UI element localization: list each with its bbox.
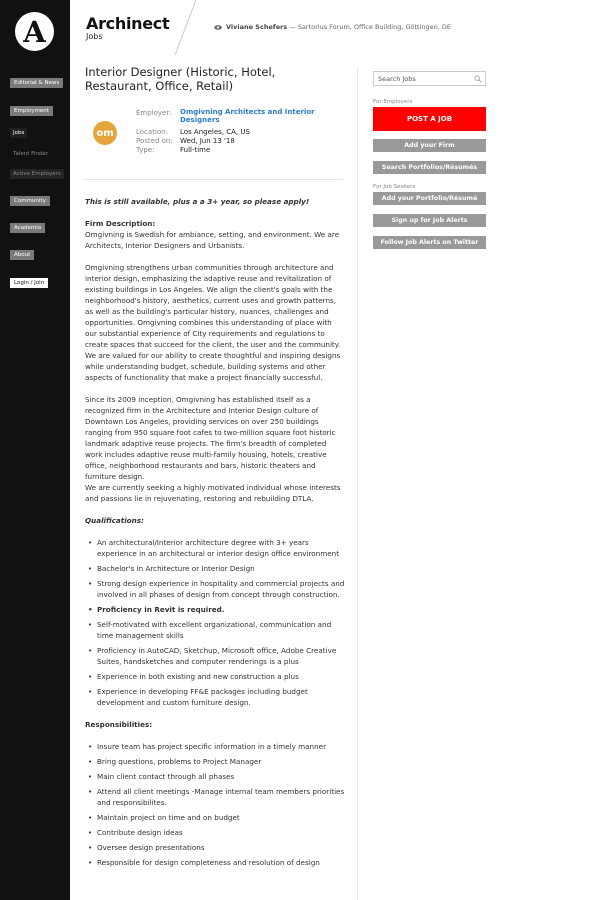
company-logo[interactable]: om: [93, 121, 117, 145]
add-portfolio-button[interactable]: Add your Portfolio/Résumé: [373, 192, 486, 205]
job-listing: [85, 66, 345, 879]
add-firm-button[interactable]: Add your Firm: [373, 139, 486, 152]
posted-label: Posted on:: [136, 137, 173, 146]
nav-active-employers[interactable]: Active Employers: [10, 169, 64, 179]
nav-editorial-news[interactable]: Editorial & News: [10, 78, 63, 88]
list-item: • Maintain project on time and on budget: [85, 812, 345, 823]
list-item: • Contribute design ideas: [85, 827, 345, 838]
login-join-button[interactable]: Login / Join: [10, 278, 48, 288]
for-job-seekers-label: For Job Seekers: [373, 184, 416, 190]
featured-user-detail: — Sartorius Forum, Office Building, Göttingen, DE: [287, 23, 451, 31]
list-item: • Proficiency in AutoCAD, Sketchup, Microsoft office, Adobe Creative Suites, handsketches and computer renderings is a plus: [85, 645, 345, 667]
list-item: • Responsible for design completeness and resolution of design: [85, 857, 345, 868]
firm-paragraph: Omgivning is Swedish for ambiance, setting, and environment. We are Architects, Interior Designers and Urbanists.: [85, 230, 340, 250]
post-job-button[interactable]: POST A JOB: [373, 107, 486, 131]
nav-academia[interactable]: Academia: [10, 223, 45, 233]
job-title: Interior Designer (Historic, Hotel, Restaurant, Office, Retail): [85, 65, 276, 93]
location-value: Los Angeles, CA, US: [180, 128, 250, 136]
eye-icon: [214, 25, 222, 30]
type-value: Full-time: [180, 146, 211, 155]
firm-paragraph: Omgivning strengthens urban communities through architecture and interior design, emphasizing the adaptive reuse and revitalization of existing buildings in Los Angeles. We align the client's goals with the neighborhood's history, aesthetics, current uses and growth patterns, as well as the building's particular history, nuances, challenges and opportunities. Omgivning combines this understanding of place with our substantial experience of City requirements and regulations to create spaces that succeed for the client, the user and the community. We are valued for our ability to create thoughtful and inspiring designs while understanding budget, schedule, building systems and other aspects of functionality that make a project financially successful.: [85, 263, 341, 382]
right-sidebar: [373, 71, 486, 249]
site-section[interactable]: Jobs: [86, 32, 103, 41]
archinect-logo[interactable]: A: [15, 12, 54, 51]
main-nav: [10, 69, 68, 288]
left-sidebar: [0, 0, 70, 900]
search-jobs-input[interactable]: [373, 71, 486, 86]
nav-community[interactable]: Community: [10, 196, 50, 206]
list-item: • Main client contact through all phases: [85, 771, 345, 782]
list-item: • Self-motivated with excellent organizational, communication and time management skills: [85, 619, 345, 641]
responsibilities-list: [85, 741, 345, 868]
list-item: • Experience in both existing and new construction a plus: [85, 671, 345, 682]
firm-paragraph: We are currently seeking a highly motivated individual whose interests and passions lie in rejuvenating, restoring and rebuilding DTLA.: [85, 483, 341, 503]
nav-employment[interactable]: Employment: [10, 106, 53, 116]
featured-user-name[interactable]: Viviane Schefers: [226, 23, 288, 31]
nav-jobs[interactable]: Jobs: [10, 128, 27, 138]
employer-link[interactable]: Omgivning Architects and Interior Designers: [180, 108, 315, 124]
search-icon[interactable]: [474, 75, 482, 83]
for-employers-label: For Employers: [373, 99, 413, 105]
nav-talent-finder[interactable]: Talent Finder: [13, 151, 49, 157]
follow-twitter-button[interactable]: Follow Job Alerts on Twitter: [373, 236, 486, 249]
job-description: [85, 196, 345, 868]
list-item: • Strong design experience in hospitality and commercial projects and involved in all phases of design from concept through construction.: [85, 578, 345, 600]
list-item: • Bring questions, problems to Project Manager: [85, 756, 345, 767]
list-item: • Insure team has project specific information in a timely manner: [85, 741, 345, 752]
search-portfolios-button[interactable]: Search Portfolios/Résumés: [373, 161, 486, 174]
type-label: Type:: [136, 146, 155, 155]
availability-notice: This is still available, plus a a 3+ year, so please apply!: [85, 197, 310, 206]
firm-heading: Firm Description:: [85, 219, 156, 228]
employer-label: Employer:: [136, 109, 172, 117]
site-title[interactable]: Archinect: [86, 14, 170, 33]
search-placeholder: Search Jobs: [378, 75, 416, 83]
list-item: • Experience in developing FF&E packages including budget development and custom furniture design.: [85, 686, 345, 708]
list-item: • Oversee design presentations: [85, 842, 345, 853]
location-label: Location:: [136, 128, 168, 136]
qualifications-heading: Qualifications:: [85, 516, 144, 525]
qualifications-list: [85, 537, 345, 708]
list-item: • Bachelor's in Architecture or Interior Design: [85, 563, 345, 574]
nav-about[interactable]: About: [10, 250, 34, 260]
responsibilities-heading: Responsibilities:: [85, 720, 153, 729]
meta-divider: [85, 179, 343, 180]
posted-value: Wed, Jun 13 '18: [180, 137, 235, 146]
list-item: • Proficiency in Revit is required.: [85, 604, 345, 615]
list-item: • An architectural/Interior architecture degree with 3+ years experience in an architectural or interior design office environment: [85, 537, 345, 559]
signup-alerts-button[interactable]: Sign up for Job Alerts: [373, 214, 486, 227]
job-meta: [85, 109, 345, 173]
list-item: • Attend all client meetings -Manage internal team members priorities and responsibilites.: [85, 786, 345, 808]
firm-paragraph: Since its 2009 inception, Omgivning has established itself as a recognized firm in the Architecture and Interior Design culture of Downtown Los Angeles, providing services on over 250 buildings ranging from 950 square foot cafes to two-million square foot historic landmark adaptive reuse projects. The firm's breadth of completed work includes adaptive reuse multi-family housing, hotels, creative office, neighborhood restaurants and bars, historic theaters and furniture design.: [85, 395, 336, 481]
column-divider: [357, 68, 358, 900]
header-divider: [174, 0, 198, 55]
featured-user[interactable]: [214, 23, 451, 31]
